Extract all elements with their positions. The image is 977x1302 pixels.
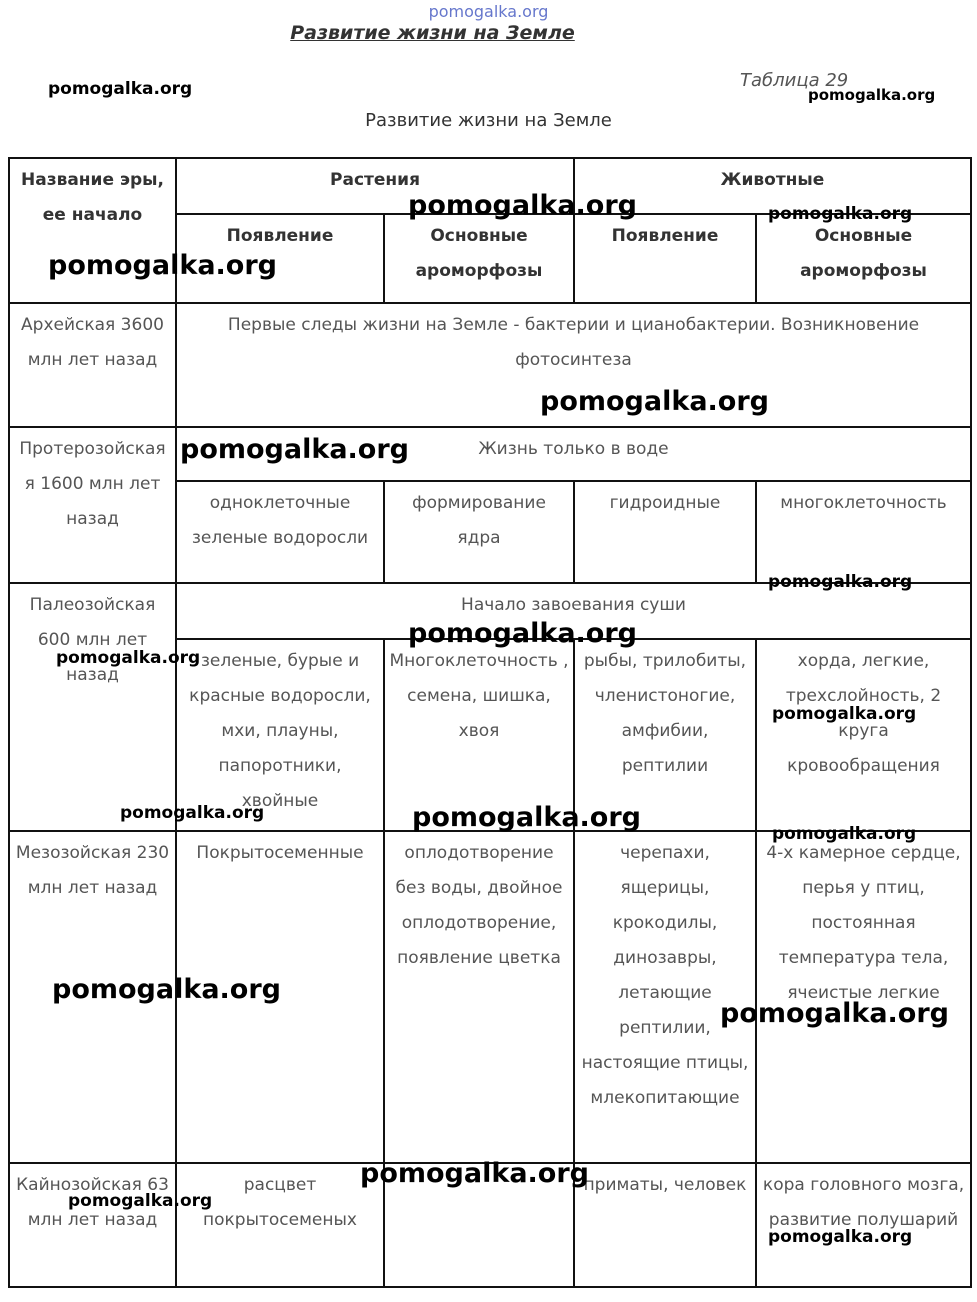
watermark: pomogalka.org: [720, 998, 949, 1029]
header-animals-aromorphoses: Основные ароморфозы: [756, 214, 971, 303]
era-cenozoic: Кайнозойская 63 млн лет назад: [9, 1163, 176, 1287]
watermark: pomogalka.org: [48, 79, 193, 99]
watermark: pomogalka.org: [772, 704, 917, 724]
watermark: pomogalka.org: [772, 824, 917, 844]
era-mesozoic: Мезозойская 230 млн лет назад: [9, 831, 176, 1163]
document-title: Развитие жизни на Земле: [290, 22, 575, 44]
proterozoic-animals-appearance: гидроидные: [574, 481, 756, 583]
cenozoic-animals-appearance: приматы, человек: [574, 1163, 756, 1287]
proterozoic-merged-cell: Жизнь только в воде: [176, 427, 971, 481]
table-number: Таблица 29: [740, 70, 849, 91]
watermark: pomogalka.org: [768, 572, 913, 592]
watermark: pomogalka.org: [768, 204, 913, 224]
cenozoic-plants-appearance: расцвет покрытосеменых: [176, 1163, 384, 1287]
watermark: pomogalka.org: [52, 974, 281, 1005]
mesozoic-animals-aromorphoses: 4-х камерное сердце, перья у птиц, постоянная температура тела, ячеистые легкие: [756, 831, 971, 1163]
mesozoic-plants-appearance: Покрытосеменные: [176, 831, 384, 1163]
mesozoic-plants-aromorphoses: оплодотворение без воды, двойное оплодотворение, появление цветка: [384, 831, 574, 1163]
watermark: pomogalka.org: [412, 802, 641, 833]
paleozoic-plants-aromorphoses: Многоклеточность , семена, шишка, хвоя: [384, 639, 574, 831]
archean-merged-cell: Первые следы жизни на Земле - бактерии и цианобактерии. Возникновение фотосинтеза: [176, 303, 971, 427]
header-animals-appearance: Появление: [574, 214, 756, 303]
top-watermark: pomogalka.org: [428, 2, 549, 21]
watermark: pomogalka.org: [120, 803, 265, 823]
proterozoic-animals-aromorphoses: многоклеточность: [756, 481, 971, 583]
watermark: pomogalka.org: [540, 386, 769, 417]
proterozoic-plants-aromorphoses: формирование ядра: [384, 481, 574, 583]
header-plants-appearance: Появление: [176, 214, 384, 303]
header-plants-aromorphoses: Основные ароморфозы: [384, 214, 574, 303]
paleozoic-merged-cell: Начало завоевания суши: [176, 583, 971, 639]
watermark: pomogalka.org: [360, 1158, 589, 1189]
header-animals: Животные: [574, 158, 971, 214]
proterozoic-plants-appearance: одноклеточные зеленые водоросли: [176, 481, 384, 583]
header-plants: Растения: [176, 158, 574, 214]
cenozoic-animals-aromorphoses: кора головного мозга, развитие полушарий: [756, 1163, 971, 1287]
watermark: pomogalka.org: [768, 1227, 913, 1247]
watermark: pomogalka.org: [56, 648, 201, 668]
paleozoic-plants-appearance: зеленые, бурые и красные водоросли, мхи, плауны, папоротники, хвойные: [176, 639, 384, 831]
watermark: pomogalka.org: [180, 434, 409, 465]
mesozoic-animals-appearance: черепахи, ящерицы, крокодилы, динозавры, летающие рептилии, настоящие птицы, млекопитающие: [574, 831, 756, 1163]
era-archean: Архейская 3600 млн лет назад: [9, 303, 176, 427]
era-paleozoic: Палеозойская 600 млн лет назад: [9, 583, 176, 831]
paleozoic-animals-aromorphoses: хорда, легкие, трехслойность, 2 круга кровообращения: [756, 639, 971, 831]
paleozoic-animals-appearance: рыбы, трилобиты, членистоногие, амфибии, рептилии: [574, 639, 756, 831]
table-title: Развитие жизни на Земле: [365, 110, 612, 131]
header-era: Название эры, ее начало: [9, 158, 176, 303]
watermark: pomogalka.org: [68, 1191, 213, 1211]
watermark: pomogalka.org: [48, 250, 277, 281]
era-proterozoic: Протерозойская я 1600 млн лет назад: [9, 427, 176, 583]
watermark: pomogalka.org: [408, 190, 637, 221]
watermark: pomogalka.org: [408, 618, 637, 649]
watermark: pomogalka.org: [808, 86, 936, 104]
